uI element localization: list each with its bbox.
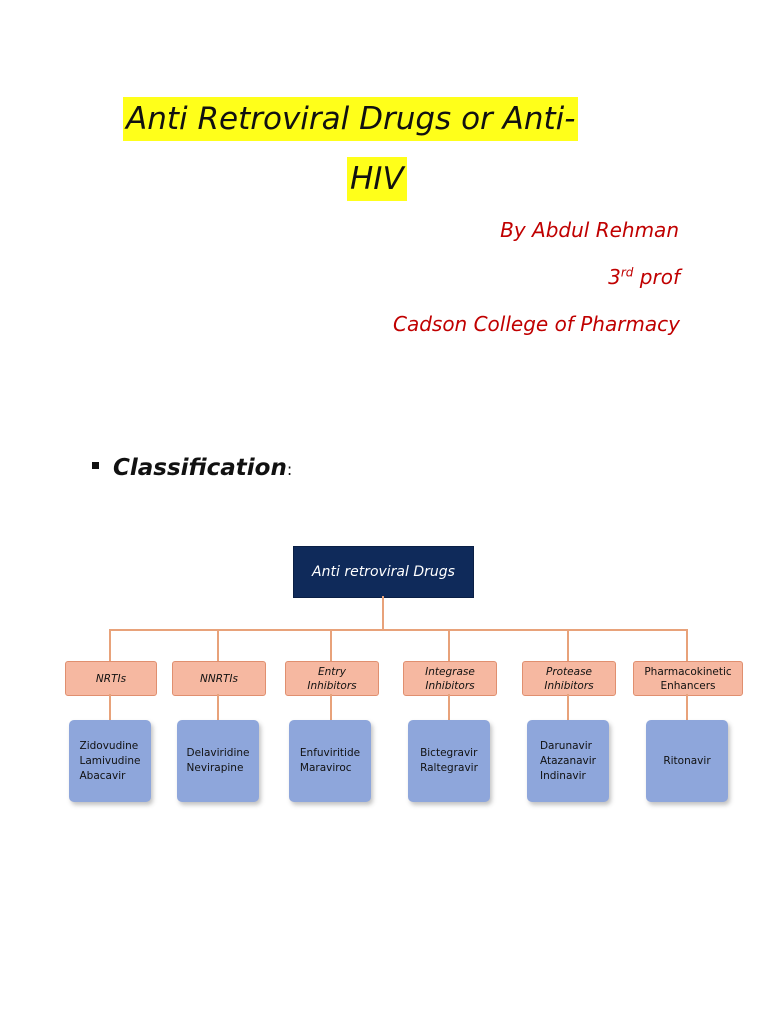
drug-name: Enfuviritide xyxy=(299,747,361,759)
category-label: Integrase Inhibitors xyxy=(425,665,475,692)
branch-connector xyxy=(109,629,688,631)
category-label: Protease Inhibitors xyxy=(544,665,594,692)
category-connector xyxy=(109,630,111,661)
drug-name: Ritonavir xyxy=(663,754,711,767)
drug-name: Zidovudine xyxy=(79,739,139,752)
college-name: Cadson College of Pharmacy xyxy=(392,312,680,336)
category-label: NRTIs xyxy=(95,672,127,685)
category-connector xyxy=(686,630,688,661)
drug-list xyxy=(187,746,250,776)
category-node xyxy=(403,661,497,696)
author-name: By Abdul Rehman xyxy=(500,218,679,242)
drug-list-node xyxy=(177,720,259,802)
drug-name: Maraviroc xyxy=(299,762,352,774)
category-node xyxy=(65,661,157,696)
category-label: NNRTIs xyxy=(200,672,238,685)
drug-list-node xyxy=(408,720,490,802)
classification-heading: Classification xyxy=(113,455,287,481)
drug-name: Nevirapine xyxy=(186,762,244,774)
category-label: Entry Inhibitors xyxy=(307,665,357,692)
drug-name: Bictegravir xyxy=(420,747,478,759)
drug-name: Atazanavir xyxy=(539,754,597,767)
year-number: 3 xyxy=(608,265,621,289)
drug-list xyxy=(663,754,710,769)
category-node xyxy=(633,661,743,696)
category-connector xyxy=(330,630,332,661)
drug-list-node xyxy=(527,720,609,802)
root-connector xyxy=(382,596,384,630)
diagram-root-node: Anti retroviral Drugs xyxy=(293,546,474,598)
category-node xyxy=(522,661,616,696)
drug-name: Abacavir xyxy=(79,769,126,782)
drug-name: Darunavir xyxy=(539,739,592,752)
drug-list-node xyxy=(646,720,728,802)
drug-connector xyxy=(109,694,111,720)
title-line-2: HIV xyxy=(347,157,407,201)
category-node xyxy=(172,661,266,696)
drug-list xyxy=(80,739,141,784)
category-connector xyxy=(217,630,219,661)
drug-connector xyxy=(686,694,688,720)
academic-year xyxy=(608,265,680,289)
category-node xyxy=(285,661,379,696)
drug-connector xyxy=(330,694,332,720)
drug-list-node xyxy=(289,720,371,802)
category-connector xyxy=(567,630,569,661)
drug-name: Lamivudine xyxy=(79,754,141,767)
drug-name: Delaviridine xyxy=(186,747,250,759)
year-label: prof xyxy=(633,265,680,289)
drug-list xyxy=(540,739,596,784)
drug-list xyxy=(420,746,478,776)
drug-name: Raltegravir xyxy=(420,762,478,774)
square-bullet-icon xyxy=(92,462,99,469)
classification-heading-row xyxy=(92,455,292,481)
drug-connector xyxy=(567,694,569,720)
heading-colon: : xyxy=(286,460,293,479)
drug-connector xyxy=(448,694,450,720)
drug-connector xyxy=(217,694,219,720)
category-connector xyxy=(448,630,450,661)
category-label: Pharmacokinetic Enhancers xyxy=(644,665,732,692)
drug-name: Indinavir xyxy=(539,769,586,782)
drug-list xyxy=(300,746,360,776)
drug-list-node xyxy=(69,720,151,802)
title-line-1: Anti Retroviral Drugs or Anti- xyxy=(123,97,578,141)
year-ordinal-suffix: rd xyxy=(620,265,634,280)
